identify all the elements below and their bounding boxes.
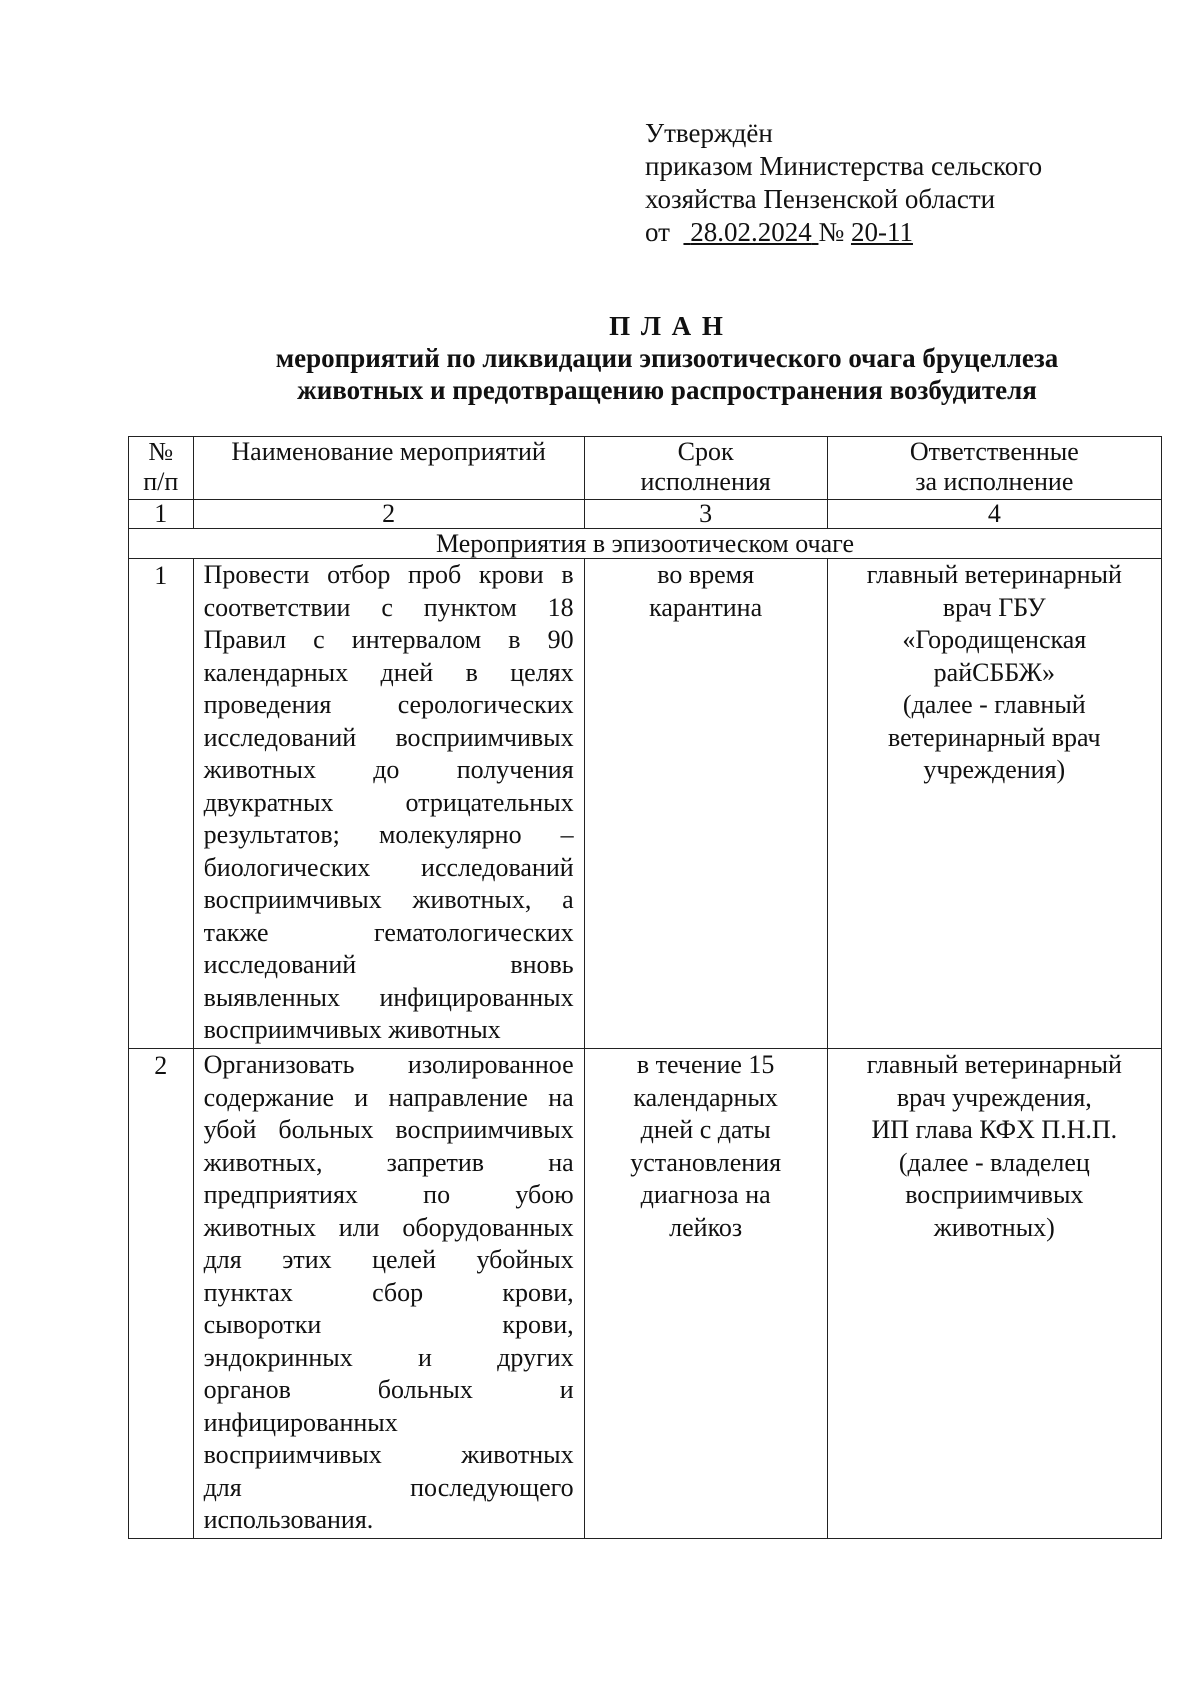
approval-number: 20-11 xyxy=(850,217,913,247)
approval-line-2: приказом Министерства сельского xyxy=(645,151,1043,181)
measure-text-line: Правил с интервалом в 90 xyxy=(203,625,574,654)
header-num: № п/п xyxy=(129,437,194,500)
approval-line-4 xyxy=(645,216,1042,249)
row-responsible xyxy=(827,1049,1161,1539)
approval-number-label: № xyxy=(818,217,845,247)
measure-text-line: исследований вновь xyxy=(203,950,574,979)
measure-text-line: календарных дней в целях xyxy=(203,657,574,687)
column-number-row xyxy=(129,500,1162,529)
responsible-text-line: восприимчивых xyxy=(905,1180,1084,1209)
measure-text-line: Провести отбор проб крови в xyxy=(203,560,574,589)
measure-text-line: для последующего xyxy=(203,1472,574,1502)
row-measure-name xyxy=(193,559,584,1049)
measure-text-line: исследований восприимчивых xyxy=(203,722,574,752)
measure-text-line: содержание и направление на xyxy=(203,1082,574,1112)
measure-text-line: органов больных и xyxy=(203,1375,574,1404)
table-row xyxy=(129,1049,1162,1539)
term-text-line: установления xyxy=(630,1147,782,1177)
measure-text-line: Организовать изолированное xyxy=(203,1050,574,1079)
row-number: 1 xyxy=(129,559,194,1049)
responsible-text-line: главный ветеринарный xyxy=(866,560,1122,589)
measure-text-line: проведения серологических xyxy=(203,690,574,719)
term-text-line: диагноза на xyxy=(640,1180,771,1209)
term-text-line: в течение 15 xyxy=(636,1050,775,1079)
measure-text-line: восприимчивых животных xyxy=(203,1015,501,1044)
responsible-text-line: главный ветеринарный xyxy=(866,1050,1122,1079)
measure-text-line: пунктах сбор крови, xyxy=(203,1277,574,1307)
responsible-text-line: врач учреждения, xyxy=(896,1082,1092,1112)
approval-line-3: хозяйства Пензенской области xyxy=(645,184,996,214)
approval-from-label: от xyxy=(645,217,670,247)
row-term xyxy=(584,1049,827,1539)
table-header-row xyxy=(129,437,1162,500)
approval-line-1: Утверждён xyxy=(645,118,773,148)
column-number-2: 2 xyxy=(193,500,584,529)
header-name: Наименование мероприятий xyxy=(193,437,584,500)
table-row xyxy=(129,559,1162,1049)
measure-text-line: сыворотки крови, xyxy=(203,1310,574,1339)
responsible-text-line: животных) xyxy=(933,1212,1055,1242)
approval-block xyxy=(645,117,1042,249)
measure-text-line: для этих целей убойных xyxy=(203,1245,574,1274)
responsible-text-line: ветеринарный врач xyxy=(888,722,1101,752)
measure-text-line: восприимчивых животных, а xyxy=(203,885,574,914)
responsible-text-line: райСББЖ» xyxy=(933,657,1055,687)
measure-text-line: эндокринных и других xyxy=(203,1342,574,1372)
measure-text-line: использования. xyxy=(203,1505,374,1534)
column-number-1: 1 xyxy=(129,500,194,529)
measure-text-line: восприимчивых животных xyxy=(203,1440,574,1469)
title-subtitle-line-2: животных и предотвращению распространения возбудителя xyxy=(297,375,1037,405)
row-measure-name xyxy=(193,1049,584,1539)
header-responsible: Ответственные за исполнение xyxy=(827,437,1161,500)
title-subtitle-line-1: мероприятий по ликвидации эпизоотического очага бруцеллеза xyxy=(275,343,1059,373)
measure-text-line: также гематологических xyxy=(203,917,574,947)
row-term xyxy=(584,559,827,1049)
responsible-text-line: (далее - главный xyxy=(902,690,1086,719)
measure-text-line: результатов; молекулярно – xyxy=(203,820,574,849)
term-text-line: во время xyxy=(657,560,755,589)
responsible-text-line: ИП глава КФХ П.Н.П. xyxy=(871,1115,1118,1144)
term-text-line: карантина xyxy=(649,592,763,622)
measure-text-line: двукратных отрицательных xyxy=(203,787,574,817)
measure-text-line: убой больных восприимчивых xyxy=(203,1115,574,1144)
row-responsible xyxy=(827,559,1161,1049)
term-text-line: лейкоз xyxy=(669,1212,743,1242)
responsible-text-line: (далее - владелец xyxy=(898,1147,1090,1177)
measure-text-line: соответствии с пунктом 18 xyxy=(203,592,574,622)
plan-table xyxy=(128,436,1162,1539)
section-row xyxy=(129,529,1162,559)
measure-text-line: предприятиях по убою xyxy=(203,1180,574,1209)
approval-date: 28.02.2024 xyxy=(690,217,812,247)
row-number: 2 xyxy=(129,1049,194,1539)
responsible-text-line: «Городищенская xyxy=(902,625,1087,654)
measure-text-line: биологических исследований xyxy=(203,852,574,882)
responsible-text-line: учреждения) xyxy=(923,755,1066,784)
measure-text-line: выявленных инфицированных xyxy=(203,982,574,1012)
section-title: Мероприятия в эпизоотическом очаге xyxy=(129,529,1162,559)
header-term: Срок исполнения xyxy=(584,437,827,500)
term-text-line: календарных xyxy=(633,1082,778,1112)
term-text-line: дней с даты xyxy=(640,1115,771,1144)
measure-text-line: животных, запретив на xyxy=(203,1147,574,1177)
column-number-4: 4 xyxy=(827,500,1161,529)
document-title xyxy=(0,310,1200,406)
title-heading: П Л А Н xyxy=(609,311,725,341)
measure-text-line: животных до получения xyxy=(203,755,574,784)
column-number-3: 3 xyxy=(584,500,827,529)
measure-text-line: животных или оборудованных xyxy=(203,1212,574,1242)
responsible-text-line: врач ГБУ xyxy=(942,592,1046,622)
measure-text-line: инфицированных xyxy=(203,1407,398,1437)
